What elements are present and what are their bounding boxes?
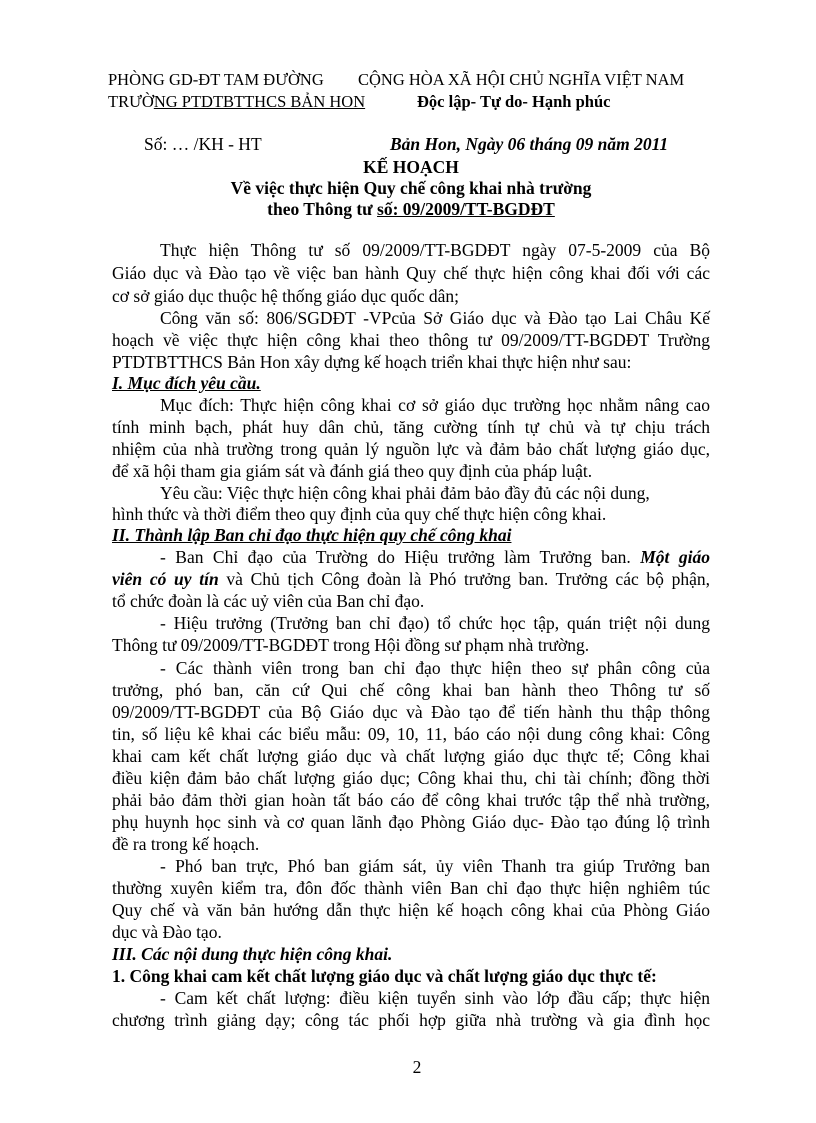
paragraph-line: đề ra trong kế hoạch.: [112, 834, 260, 854]
org-name-line1: PHÒNG GD-ĐT TAM ĐƯỜNG: [108, 70, 324, 89]
document-number: Số: … /KH - HT: [144, 134, 262, 154]
text-run: và Chủ tịch Công đoàn là Phó trưởng ban. Trưởng các bộ phận,: [218, 569, 710, 589]
paragraph-line: nhiệm của nhà trường trong quản lý nguồn lực và đảm bảo chất lượng giáo dục,: [112, 439, 710, 459]
page-number: 2: [412, 1057, 422, 1077]
paragraph-line: PTDTBTTHCS Bản Hon xây dựng kế hoạch triển khai thực hiện như sau:: [112, 352, 632, 372]
paragraph-line: cơ sở giáo dục thuộc hệ thống giáo dục quốc dân;: [112, 286, 460, 306]
emphasis-text: viên có uy tín: [112, 569, 219, 589]
org-name-underlined: NG PTDTBTTHCS BẢN HON: [153, 92, 366, 111]
nation-motto: Độc lập- Tự do- Hạnh phúc: [417, 92, 611, 111]
paragraph-line: - Cam kết chất lượng: điều kiện tuyển sinh vào lớp đầu cấp; thực hiện: [160, 988, 710, 1008]
subtitle-2-prefix: theo Thông tư: [267, 199, 378, 219]
paragraph-line: tính minh bạch, phát huy dân chủ, tăng cường tính tự chủ và tự chịu trách: [112, 417, 710, 437]
paragraph-line: [160, 546, 710, 568]
paragraph-line: 09/2009/TT-BGDĐT của Bộ Giáo dục và Đào tạo để tiến hành thu thập thông: [112, 702, 710, 722]
document-subtitle-2: [112, 198, 710, 220]
paragraph-line: Thông tư 09/2009/TT-BGDĐT trong Hội đồng sư phạm nhà trường.: [112, 635, 590, 655]
paragraph-line: - Hiệu trưởng (Trưởng ban chỉ đạo) tổ chức học tập, quán triệt nội dung: [160, 613, 710, 633]
paragraph-line: trưởng, phó ban, căn cứ Qui chế công khai ban hành theo Thông tư số: [112, 680, 710, 700]
paragraph-line: phải bảo đảm thời gian hoàn tất báo cáo để công khai trước tập thể nhà trường,: [112, 790, 710, 810]
paragraph-line: Giáo dục và Đào tạo về việc ban hành Quy chế thực hiện công khai đối với các: [112, 263, 710, 283]
document-subtitle-1: Về việc thực hiện Quy chế công khai nhà trường: [230, 178, 592, 198]
paragraph-line: - Phó ban trực, Phó ban giám sát, ủy viên Thanh tra giúp Trưởng ban: [160, 856, 710, 876]
paragraph-line: Thực hiện Thông tư số 09/2009/TT-BGDĐT ngày 07-5-2009 của Bộ: [160, 240, 710, 260]
document-title: KẾ HOẠCH: [363, 157, 459, 177]
subtitle-2-underlined: số: 09/2009/TT-BGDĐT: [377, 199, 555, 219]
paragraph-line: tin, số liệu kê khai các biểu mẫu: 09, 10, 11, báo cáo nội dung công khai: Công: [112, 724, 710, 744]
paragraph-line: hoạch về việc thực hiện công khai theo thông tư 09/2009/TT-BGDĐT Trường: [112, 330, 710, 350]
org-name-line2: [108, 91, 365, 113]
paragraph-line: phụ huynh học sinh và cơ quan lãnh đạo Phòng Giáo dục- Đào tạo đúng lộ trình: [112, 812, 710, 832]
paragraph-line: chương trình giảng dạy; công tác phối hợp giữa nhà trường và gia đình học: [112, 1010, 710, 1030]
subsection-heading-1: 1. Công khai cam kết chất lượng giáo dục và chất lượng giáo dục thực tế:: [112, 966, 657, 986]
section-heading-2: II. Thành lập Ban chỉ đạo thực hiện quy chế công khai: [112, 525, 512, 545]
paragraph-line: [112, 568, 710, 590]
paragraph-line: điều kiện đảm bảo chất lượng giáo dục; Công khai thu, chi tài chính; đồng thời: [112, 768, 710, 788]
paragraph-line: dục và Đào tạo.: [112, 922, 222, 942]
paragraph-line: - Các thành viên trong ban chỉ đạo thực hiện theo sự phân công của: [160, 658, 710, 678]
nation-name: CỘNG HÒA XÃ HỘI CHỦ NGHĨA VIỆT NAM: [358, 70, 685, 89]
text-run: - Ban Chỉ đạo của Trường do Hiệu trưởng làm Trưởng ban.: [160, 547, 641, 567]
emphasis-text: Một giáo: [640, 547, 710, 567]
paragraph-line: thường xuyên kiểm tra, đôn đốc thành viên Ban chỉ đạo thực hiện nghiêm túc: [112, 878, 710, 898]
paragraph-line: hình thức và thời điểm theo quy định của quy chế thực hiện công khai.: [112, 504, 607, 524]
place-date: Bản Hon, Ngày 06 tháng 09 năm 2011: [390, 134, 669, 154]
paragraph-line: khai cam kết chất lượng giáo dục và chất lượng giáo dục thực tế; Công khai: [112, 746, 710, 766]
section-heading-1: I. Mục đích yêu cầu.: [112, 373, 261, 393]
section-heading-3: III. Các nội dung thực hiện công khai.: [112, 944, 393, 964]
paragraph-line: để xã hội tham gia giám sát và đánh giá theo quy định của pháp luật.: [112, 461, 593, 481]
paragraph-line: tổ chức đoàn là các uỷ viên của Ban chỉ đạo.: [112, 591, 425, 611]
paragraph-line: Quy chế và văn bản hướng dẫn thực hiện kế hoạch công khai của Phòng Giáo: [112, 900, 710, 920]
org-name-prefix: TRƯỜ: [108, 92, 154, 111]
paragraph-line: Mục đích: Thực hiện công khai cơ sở giáo dục trường học nhằm nâng cao: [160, 395, 710, 415]
paragraph-line: Yêu cầu: Việc thực hiện công khai phải đảm bảo đầy đủ các nội dung,: [160, 483, 650, 503]
paragraph-line: Công văn số: 806/SGDĐT -VPcủa Sở Giáo dục và Đào tạo Lai Châu Kế: [160, 308, 710, 328]
